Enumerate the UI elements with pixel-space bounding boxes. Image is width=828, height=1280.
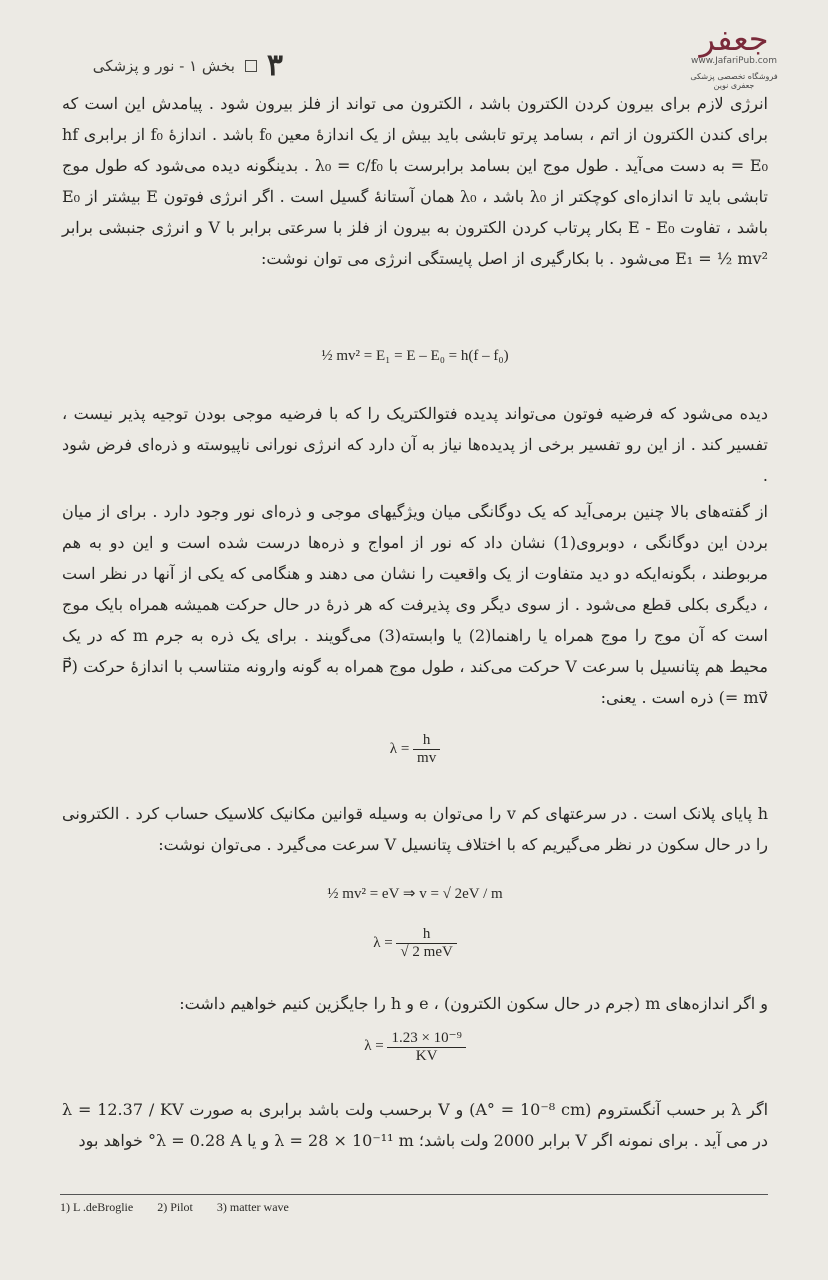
paragraph-3: از گفته‌های بالا چنین برمی‌آید که یک دوگانگی میان ویژگیهای موجی و ذره‌ای نور وجود دارد . برای از میان بردن این دوگانگی ، دوبروی(1) نشان داد که نور از امواج و ذره‌ها درست شده است و این دو به هم مربوطند ، بگونه‌ایکه دو دید متفاوت از یک واقعیت را نشان می دهند و هنگامی که یکی از آنها در نظر است ، دیگری بکلی قطع می‌شود . از سوی دیگر وی پذیرفت که هر ذرهٔ در حال حرکت همیشه همراه بایک موج است که آن موج را موج همراه یا راهنما(2) یا وابسته(3) می‌گویند . برای یک ذره به جرم m که در یک محیط هم پتانسیل با سرعت V حرکت می‌کند ، طول موج همراه به گونه وارونه متناسب با اندازهٔ حرکت (P⃗ = mv⃗) ذره است . یعنی: [62, 502, 769, 707]
paragraph-2: دیده می‌شود که فرضیه فوتون می‌تواند پدیده فتوالکتریک را که با فرضیه موجی بودن توجیه پذیر نیست ، تفسیر کند . از این رو تفسیر برخی از پدیده‌ها نیاز به آن دارد که انرژی نورانی ناپیوسته و ذره‌ای فرض شود . [62, 404, 768, 485]
eq4-denominator: √ 2 meV [400, 944, 453, 960]
section-title: بخش ۱ - نور و پزشکی [92, 56, 235, 75]
logo-mark: جعفر [699, 20, 769, 58]
eq4-lhs: λ = [373, 934, 393, 951]
footnote-2: 2) Pilot [157, 1200, 193, 1214]
footnote-divider [60, 1194, 768, 1195]
eq2-lhs: λ = [389, 740, 410, 757]
footnotes [60, 1200, 289, 1215]
eq5-numerator: 1.23 × 10⁻⁹ [387, 1028, 465, 1048]
eq5-denominator: KV [415, 1048, 438, 1064]
logo-site: www.JafariPub.com [691, 56, 777, 66]
logo-name: فروشگاه تخصصی پزشکی جعفری نوین [690, 72, 778, 90]
eq5-lhs: λ = [364, 1037, 384, 1054]
page-number: ٣ [266, 48, 283, 83]
eq4-fraction [396, 926, 456, 961]
equation-velocity: ½ mv² = eV ⇒ v = √ 2eV / m [327, 886, 503, 902]
paragraph-6: اگر λ بر حسب آنگستروم (A° = 10⁻⁸ cm) و V برحسب ولت باشد برابری به صورت λ = 12.37 / KV در می آید . برای نمونه اگر V برابر 2000 ولت باشد؛ λ = 28 × 10⁻¹¹ m و یا λ = 0.28 A° خواهد بود [62, 1100, 769, 1150]
equation-lambda-mev [62, 926, 768, 961]
eq2-numerator: h [413, 732, 440, 750]
eq5-fraction [387, 1028, 465, 1065]
footnote-3: 3) matter wave [216, 1200, 289, 1214]
eq2-fraction [413, 732, 440, 767]
equation-lambda-kv [62, 1028, 768, 1065]
footnote-1: 1) L .deBroglie [60, 1200, 134, 1214]
eq4-numerator: h [396, 926, 456, 944]
eq2-denominator: mv [417, 750, 437, 766]
paragraph-1: انرژی لازم برای بیرون کردن الکترون باشد ، الکترون می تواند از فلز بیرون شود . پیامدش این است که برای کندن الکترون از اتم ، بسامد پرتو تابشی باید بیش از یک اندازهٔ معین f₀ باشد . اندازهٔ f₀ از برابری hf = E₀ به دست می‌آید . طول موج این بسامد برابرست با λ₀ = c/f₀ . بدینگونه دیده می‌شود که طول موج تابشی باید تا اندازه‌ای کوچکتر از λ₀ باشد ، λ₀ همان آستانهٔ گسیل است . اگر انرژی فوتون E بیشتر از E₀ باشد ، تفاوت E - E₀ بکار پرتاب کردن الکترون به بیرون از فلز با سرعتی برابر با V و انرژی جنبشی برابر E₁ = ½ mv² می‌شود . با بکارگیری از اصل پایستگی انرژی می توان نوشت: [62, 94, 769, 268]
paragraph-5: و اگر اندازه‌های m (جرم در حال سکون الکترون) ، e و h را جایگزین کنیم خواهیم داشت: [179, 994, 768, 1013]
equation-debroglie [62, 732, 768, 767]
paragraph-4: h پایای پلانک است . در سرعتهای کم v را می‌توان به وسیله قوانین مکانیک کلاسیک حساب کرد . الکترونی را در حال سکون در نظر می‌گیریم که با اختلاف پتانسیل V سرعت می‌گیرد . می‌توان نوشت: [62, 804, 769, 854]
publisher-logo [684, 22, 784, 90]
header-box-icon [245, 60, 257, 72]
page-header [93, 48, 283, 83]
equation-energy: ½ mv² = E₁ = E – E₀ = h(f – f₀) [321, 348, 509, 364]
